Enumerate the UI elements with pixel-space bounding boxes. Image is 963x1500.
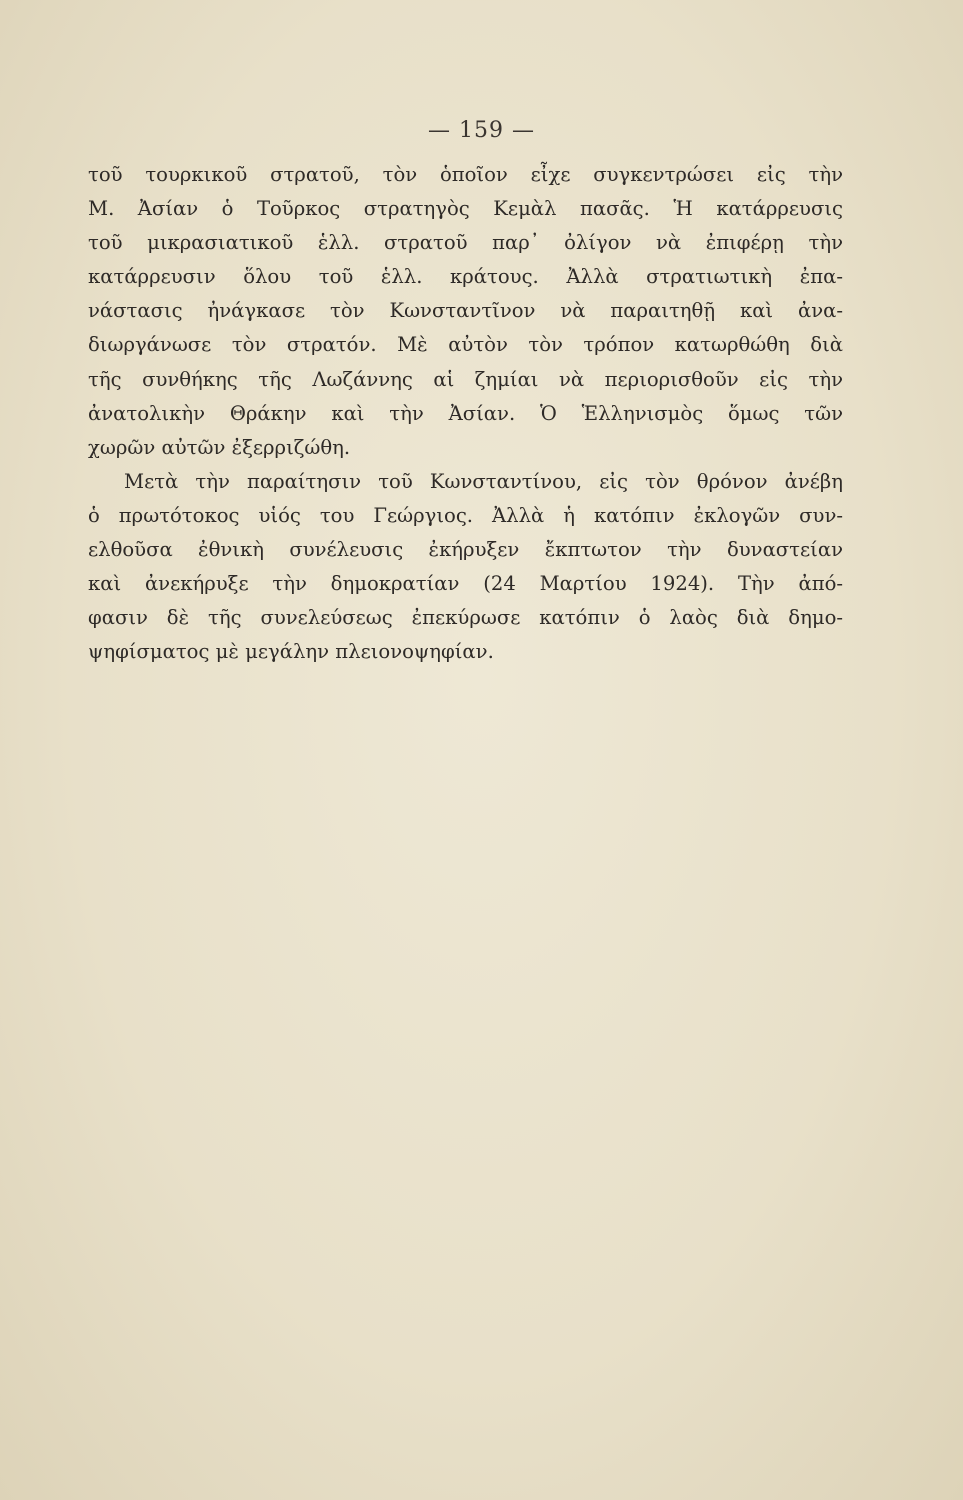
text-line: Μετὰ τὴν παραίτησιν τοῦ Κωνσταντίνου, εἰς τὸν θρόνον ἀνέβη — [124, 469, 843, 493]
text-line: καὶ ἀνεκήρυξε τὴν δημοκρατίαν (24 Μαρτίου 1924). Τὴν ἀπό- — [88, 572, 843, 596]
page-number: — 159 — — [428, 118, 535, 143]
text-line: διωργάνωσε τὸν στρατόν. Μὲ αὐτὸν τὸν τρόπον κατωρθώθη διὰ — [88, 333, 843, 357]
text-line: κατάρρευσιν ὅλου τοῦ ἑλλ. κράτους. Ἀλλὰ στρατιωτικὴ ἐπα- — [88, 265, 843, 289]
text-line: Μ. Ἀσίαν ὁ Τοῦρκος στρατηγὸς Κεμὰλ πασᾶς. Ἡ κατάρρευσις — [88, 197, 843, 221]
text-line: ὁ πρωτότοκος υἱός του Γεώργιος. Ἀλλὰ ἡ κατόπιν ἐκλογῶν συν- — [88, 503, 843, 527]
text-line: ψηφίσματος μὲ μεγάλην πλειονοψηφίαν. — [88, 640, 494, 664]
text-line: τῆς συνθήκης τῆς Λωζάννης αἱ ζημίαι νὰ περιορισθοῦν εἰς τὴν — [88, 367, 843, 391]
text-line: ελθοῦσα ἐθνικὴ συνέλευσις ἐκήρυξεν ἔκπτωτον τὴν δυναστείαν — [88, 538, 843, 562]
text-line: τοῦ μικρασιατικοῦ ἑλλ. στρατοῦ παρ᾽ ὀλίγον νὰ ἐπιφέρῃ τὴν — [88, 231, 843, 255]
text-line: νάστασις ἠνάγκασε τὸν Κωνσταντῖνον νὰ παραιτηθῇ καὶ ἀνα- — [88, 299, 843, 323]
text-line: ἀνατολικὴν Θράκην καὶ τὴν Ἀσίαν. Ὁ Ἑλληνισμὸς ὅμως τῶν — [88, 401, 843, 425]
body-text — [88, 158, 843, 669]
text-line: χωρῶν αὐτῶν ἐξερριζώθη. — [88, 435, 351, 459]
text-line: τοῦ τουρκικοῦ στρατοῦ, τὸν ὁποῖον εἶχε συγκεντρώσει εἰς τὴν — [88, 163, 843, 186]
text-line: φασιν δὲ τῆς συνελεύσεως ἐπεκύρωσε κατόπιν ὁ λαὸς διὰ δημο- — [88, 606, 843, 630]
